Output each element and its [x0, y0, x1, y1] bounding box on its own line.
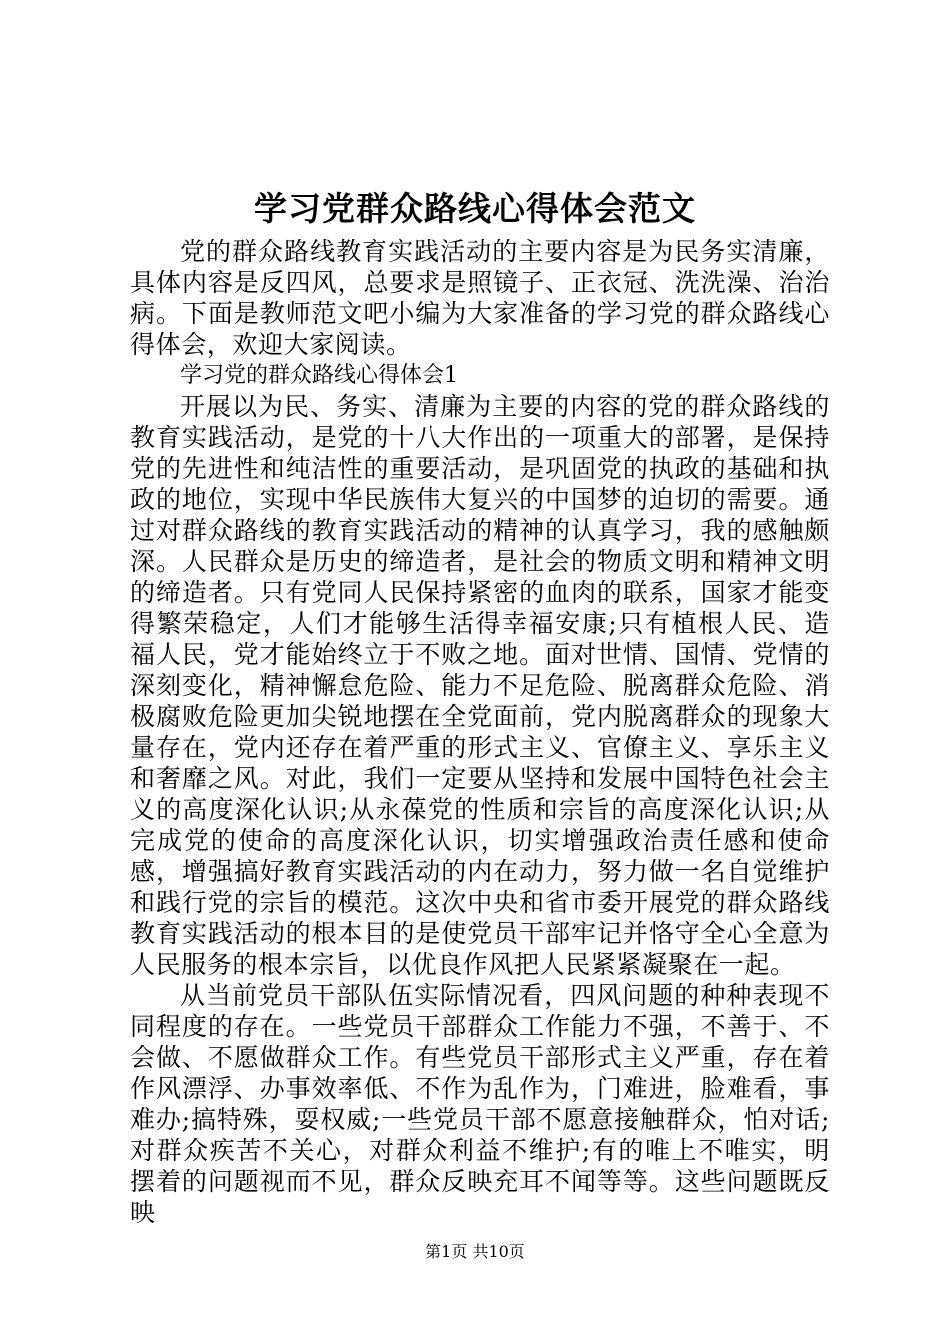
- body-paragraph: 从当前党员干部队伍实际情况看，四风问题的种种表现不同程度的存在。一些党员干部群众工作能力不强，不善于、不会做、不愿做群众工作。有些党员干部形式主义严重，存在着作风漂浮、办事效率低、不作为乱作为，门难进，脸难看，事难办;搞特殊，耍权威;一些党员干部不愿意接触群众，怕对话;对群众疾苦不关心，对群众利益不维护;有的唯上不唯实，明摆着的问题视而不见，群众反映充耳不闻等等。这些问题既反映: [130, 981, 830, 1227]
- section-heading: 学习党的群众路线心得体会1: [180, 363, 458, 388]
- document-title: 学习党群众路线心得体会范文: [254, 189, 696, 228]
- intro-paragraph: 党的群众路线教育实践活动的主要内容是为民务实清廉，具体内容是反四风，总要求是照镜子、正衣冠、洗洗澡、治治病。下面是教师范文吧小编为大家准备的学习党的群众路线心得体会，欢迎大家阅读。: [130, 237, 830, 359]
- document-body: [130, 236, 830, 1228]
- body-paragraph: 开展以为民、务实、清廉为主要的内容的党的群众路线的教育实践活动，是党的十八大作出的一项重大的部署，是保持党的先进性和纯洁性的重要活动，是巩固党的执政的基础和执政的地位，实现中华民族伟大复兴的中国梦的迫切的需要。通过对群众路线的教育实践活动的精神的认真学习，我的感触颇深。人民群众是历史的缔造者，是社会的物质文明和精神文明的缔造者。只有党同人民保持紧密的血肉的联系，国家才能变得繁荣稳定，人们才能够生活得幸福安康;只有植根人民、造福人民，党才能始终立于不败之地。面对世情、国情、党情的深刻变化，精神懈怠危险、能力不足危险、脱离群众危险、消极腐败危险更加尖锐地摆在全党面前，党内脱离群众的现象大量存在，党内还存在着严重的形式主义、官僚主义、享乐主义和奢靡之风。对此，我们一定要从坚持和发展中国特色社会主义的高度深化认识;从永葆党的性质和宗旨的高度深化认识;从完成党的使命的高度深化认识，切实增强政治责任感和使命感，增强搞好教育实践活动的内在动力，努力做一名自觉维护和践行党的宗旨的模范。这次中央和省市委开展党的群众路线教育实践活动的根本目的是使党员干部牢记并恪守全心全意为人民服务的根本宗旨，以优良作风把人民紧紧凝聚在一起。: [130, 392, 830, 979]
- page-number: 第1页 共10页: [425, 1242, 525, 1261]
